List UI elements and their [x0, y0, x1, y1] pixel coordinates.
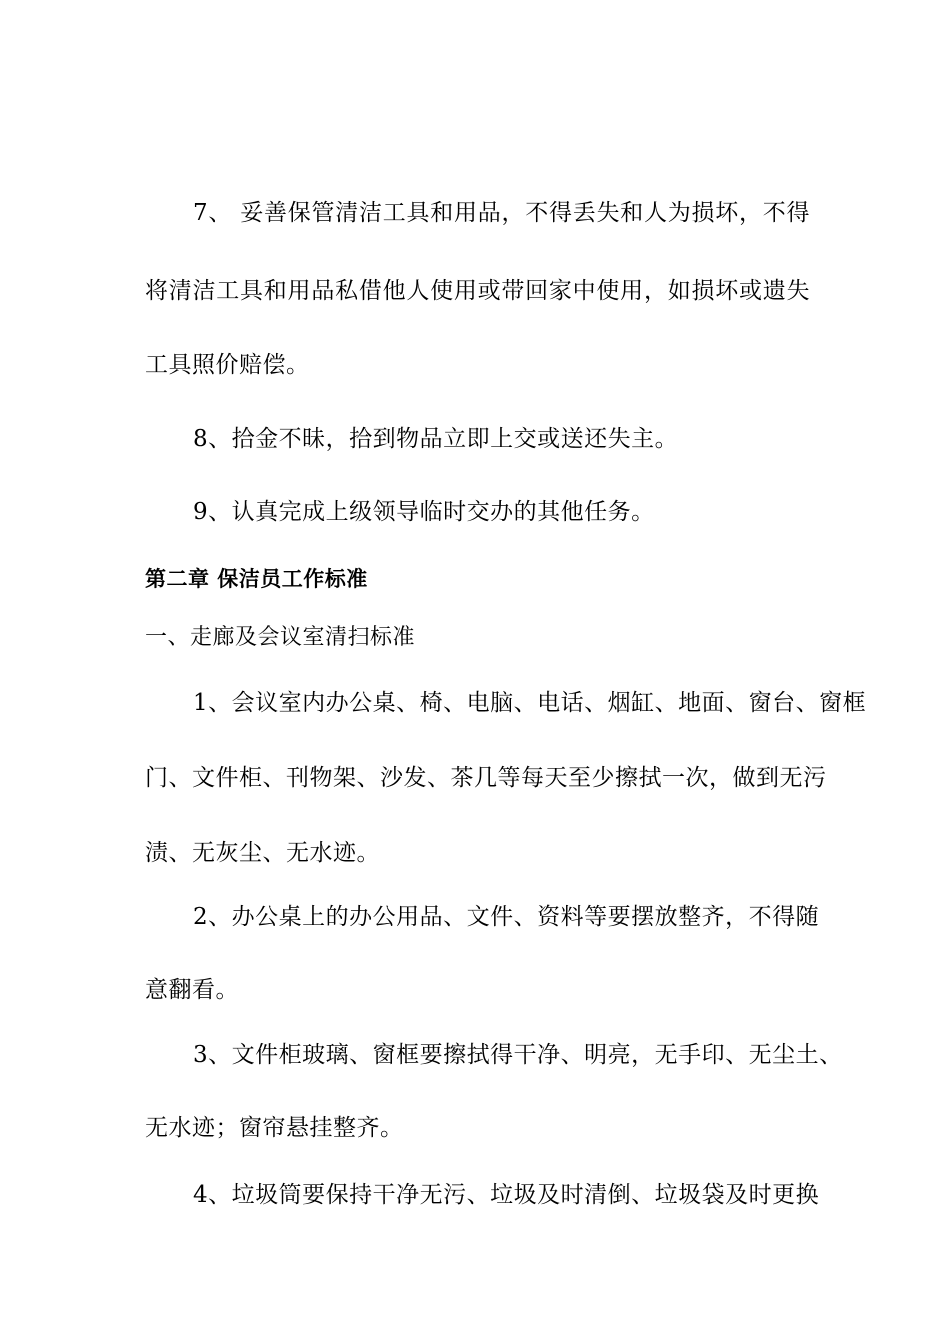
item-2-line-1: 2、办公桌上的办公用品、文件、资料等要摆放整齐，不得随	[193, 904, 820, 930]
paragraph-7-line-1: 7、 妥善保管清洁工具和用品，不得丢失和人为损坏，不得	[193, 200, 810, 226]
item-1-line-2: 门、文件柜、刊物架、沙发、茶几等每天至少擦拭一次，做到无污	[145, 765, 827, 791]
item-4-line-1: 4、垃圾筒要保持干净无污、垃圾及时清倒、垃圾袋及时更换	[193, 1182, 820, 1208]
item-1-line-1: 1、会议室内办公桌、椅、电脑、电话、烟缸、地面、窗台、窗框	[193, 690, 867, 716]
chapter-heading: 第二章 保洁员工作标准	[145, 567, 368, 591]
item-1-line-3: 渍、无灰尘、无水迹。	[145, 840, 380, 866]
paragraph-7-line-2: 将清洁工具和用品私借他人使用或带回家中使用，如损坏或遗失	[145, 278, 810, 304]
item-3-line-2: 无水迹；窗帘悬挂整齐。	[145, 1115, 404, 1141]
item-3-line-1: 3、文件柜玻璃、窗框要擦拭得干净、明亮，无手印、无尘土、	[193, 1042, 843, 1068]
item-2-line-2: 意翻看。	[145, 977, 239, 1003]
paragraph-8: 8、拾金不昧，拾到物品立即上交或送还失主。	[193, 426, 679, 452]
section-heading: 一、走廊及会议室清扫标准	[145, 625, 416, 650]
paragraph-9: 9、认真完成上级领导临时交办的其他任务。	[193, 499, 655, 525]
paragraph-7-line-3: 工具照价赔偿。	[145, 352, 310, 378]
